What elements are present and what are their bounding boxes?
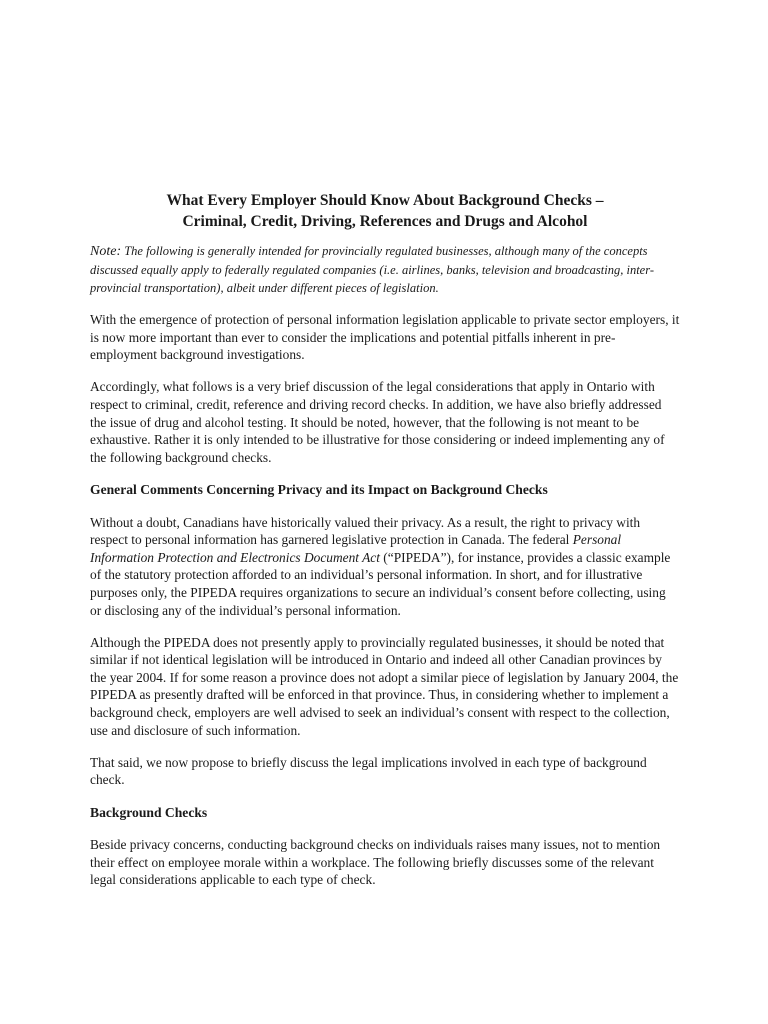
note-text: The following is generally intended for provincially regulated businesses, although many of the concepts discussed equally apply to federally regulated companies (i.e. airlines, banks, television and broadcasting, inter-provincial transportation), albeit under different pieces of legislation. xyxy=(90,244,655,295)
paragraph-3-end: (“PIPEDA”), for instance, provides a classic example of the statutory protection afforded to an individual’s personal information. In short, and for illustrative purposes only, the PIPEDA requires organizations to secure an individual’s consent before collecting, using or disclosing any of the individual’s personal information. xyxy=(90,549,671,618)
section-heading-privacy: General Comments Concerning Privacy and its Impact on Background Checks xyxy=(90,481,548,497)
paragraph-4: Although the PIPEDA does not presently apply to provincially regulated businesses, it should be noted that similar if not identical legislation will be introduced in Ontario and indeed all other Canadian provinces by the year 2004. If for some reason a province does not adopt a similar piece of legislation by January 2004, the PIPEDA as presently drafted will be enforced in that province. Thus, in considering whether to implement a background check, employers are well advised to seek an individual’s consent with respect to the collection, use and disclosure of such information. xyxy=(90,634,679,738)
note-paragraph xyxy=(90,242,680,297)
paragraph-1: With the emergence of protection of personal information legislation applicable to private sector employers, it is now more important than ever to consider the implications and potential pitfalls inherent in pre-employment background investigations. xyxy=(90,312,680,363)
document-page xyxy=(90,190,680,904)
paragraph-3-start: Without a doubt, Canadians have historically valued their privacy. As a result, the right to privacy with respect to personal information has garnered legislative protection in Canada. The federal xyxy=(90,514,641,548)
paragraph-2: Accordingly, what follows is a very brief discussion of the legal considerations that apply in Ontario with respect to criminal, credit, reference and driving record checks. In addition, we have also briefly addressed the issue of drug and alcohol testing. It should be noted, however, that the following is not meant to be exhaustive. Rather it is only intended to be illustrative for those considering or indeed implementing any of the following background checks. xyxy=(90,379,665,465)
paragraph-5: That said, we now propose to briefly discuss the legal implications involved in each type of background check. xyxy=(90,754,647,788)
title-line-1: What Every Employer Should Know About Background Checks – xyxy=(166,192,604,209)
act-name: Personal Information Protection and Electronics Document Act xyxy=(90,532,622,565)
note-label: Note: xyxy=(90,244,122,259)
document-title xyxy=(90,190,680,232)
section-heading-background-checks: Background Checks xyxy=(90,804,208,820)
paragraph-6: Beside privacy concerns, conducting background checks on individuals raises many issues, not to mention their effect on employee morale within a workplace. The following briefly discusses some of the relevant legal considerations applicable to each type of check. xyxy=(90,837,661,888)
paragraph-3 xyxy=(90,514,680,620)
title-line-2: Criminal, Credit, Driving, References and Drugs and Alcohol xyxy=(182,213,588,230)
